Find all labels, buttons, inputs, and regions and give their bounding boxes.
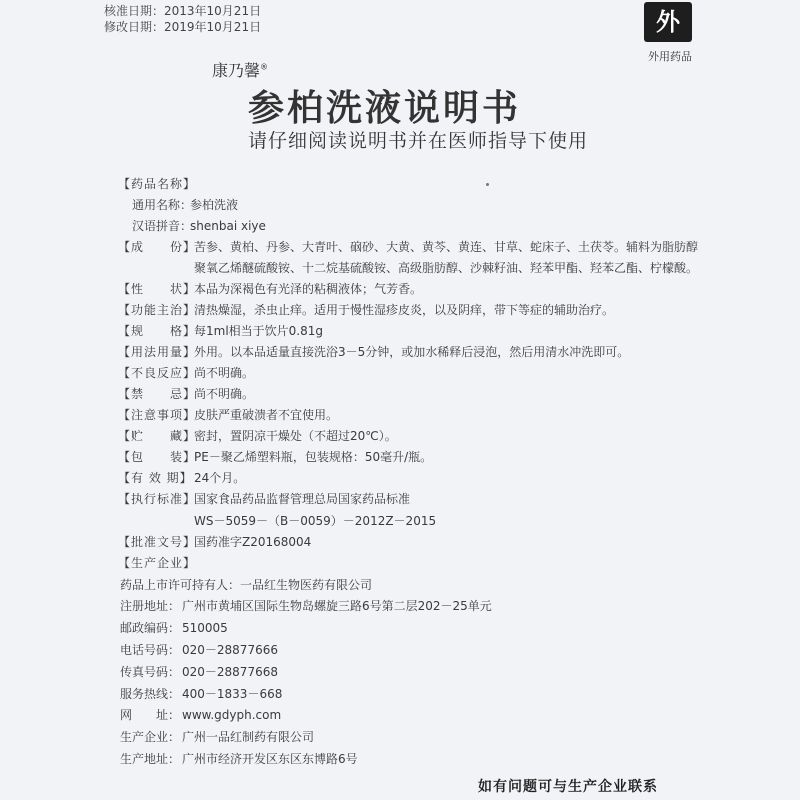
brand-text: 康乃馨 bbox=[212, 61, 261, 80]
otc-caption: 外用药品 bbox=[648, 50, 692, 63]
brand-name bbox=[212, 58, 268, 81]
validity-value: 24个月。 bbox=[194, 471, 246, 485]
usage-value: 外用。以本品适量直接洗浴3－5分钟，或加水稀释后浸泡，然后用清水冲洗即可。 bbox=[194, 345, 630, 359]
indication-value: 清热燥湿，杀虫止痒。适用于慢性湿疹皮炎，以及阴痒，带下等症的辅助治疗。 bbox=[194, 303, 615, 317]
manufacturer-label: 【生产企业】 bbox=[118, 556, 197, 570]
standard-label: 【执行标准】 bbox=[118, 492, 197, 506]
phone-label: 电话号码： bbox=[120, 643, 181, 657]
package-label: 【包 装】 bbox=[118, 450, 197, 464]
standard-line-2: WS－5059－（B－0059）－2012Z－2015 bbox=[194, 514, 437, 528]
contraindication-label: 【禁 忌】 bbox=[118, 387, 197, 401]
postcode-value: 510005 bbox=[182, 621, 228, 635]
hotline-value: 400－1833－668 bbox=[182, 687, 283, 701]
storage-label: 【贮 藏】 bbox=[118, 429, 197, 443]
validity-label: 【有 效 期】 bbox=[118, 471, 193, 485]
pinyin-label: 汉语拼音： bbox=[132, 219, 193, 233]
producer-label: 生产企业： bbox=[120, 730, 181, 744]
spec-value: 每1ml相当于饮片0.81g bbox=[194, 324, 323, 338]
producer-value: 广州一品红制药有限公司 bbox=[182, 730, 315, 744]
pinyin-value: shenbai xiye bbox=[190, 219, 266, 233]
document-subtitle: 请仔细阅读说明书并在医师指导下使用 bbox=[248, 130, 589, 152]
prod-address-value: 广州市经济开发区东区东博路6号 bbox=[182, 752, 358, 766]
phone-value: 020－28877666 bbox=[182, 643, 278, 657]
website-label: 网 址： bbox=[120, 708, 181, 722]
indication-label: 【功能主治】 bbox=[118, 303, 197, 317]
hotline-label: 服务热线： bbox=[120, 687, 181, 701]
adverse-label: 【不良反应】 bbox=[118, 366, 197, 380]
website-link[interactable]: www.gdyph.com bbox=[182, 708, 282, 722]
registered-mark: ® bbox=[260, 62, 269, 72]
license-holder: 药品上市许可持有人：一品红生物医药有限公司 bbox=[120, 578, 373, 592]
ingredients-label: 【成 份】 bbox=[118, 240, 197, 254]
document-title: 参柏洗液说明书 bbox=[248, 88, 522, 129]
postcode-label: 邮政编码： bbox=[120, 621, 181, 635]
reg-address-label: 注册地址： bbox=[120, 599, 181, 613]
fax-label: 传真号码： bbox=[120, 665, 181, 679]
common-name-value: 参柏洗液 bbox=[190, 198, 239, 212]
package-value: PE－聚乙烯塑料瓶，包装规格：50毫升/瓶。 bbox=[194, 450, 433, 464]
prod-address-label: 生产地址： bbox=[120, 752, 181, 766]
ingredients-line-2: 聚氧乙烯醚硫酸铵、十二烷基硫酸铵、高级脂肪醇、沙棘籽油、羟苯甲酯、羟苯乙酯、柠檬酸。 bbox=[194, 261, 699, 275]
contraindication-value: 尚不明确。 bbox=[194, 387, 255, 401]
common-name-label: 通用名称： bbox=[132, 198, 193, 212]
caution-label: 【注意事项】 bbox=[118, 408, 197, 422]
ingredients-line-1: 苦参、黄柏、丹参、大青叶、硇砂、大黄、黄芩、黄连、甘草、蛇床子、土茯苓。辅料为脂肪醇 bbox=[194, 240, 699, 254]
adverse-value: 尚不明确。 bbox=[194, 366, 255, 380]
approval-label: 【批准文号】 bbox=[118, 535, 197, 549]
decorative-dot bbox=[486, 183, 489, 186]
modify-date: 修改日期：2019年10月21日 bbox=[104, 20, 262, 34]
reg-address-value: 广州市黄埔区国际生物岛螺旋三路6号第二层202－25单元 bbox=[182, 599, 492, 613]
spec-label: 【规 格】 bbox=[118, 324, 197, 338]
standard-line-1: 国家食品药品监督管理总局国家药品标准 bbox=[194, 492, 411, 506]
contact-note: 如有问题可与生产企业联系 bbox=[478, 779, 658, 795]
fax-value: 020－28877668 bbox=[182, 665, 278, 679]
drug-name-label: 【药品名称】 bbox=[118, 177, 197, 191]
character-value: 本品为深褐色有光泽的粘稠液体；气芳香。 bbox=[194, 282, 423, 296]
approval-value: 国药准字Z20168004 bbox=[194, 535, 312, 549]
otc-mark: 外 bbox=[644, 2, 692, 42]
caution-value: 皮肤严重破溃者不宜使用。 bbox=[194, 408, 339, 422]
character-label: 【性 状】 bbox=[118, 282, 197, 296]
usage-label: 【用法用量】 bbox=[118, 345, 197, 359]
approve-date: 核准日期：2013年10月21日 bbox=[104, 4, 262, 18]
storage-value: 密封，置阴凉干燥处（不超过20℃）。 bbox=[194, 429, 397, 443]
